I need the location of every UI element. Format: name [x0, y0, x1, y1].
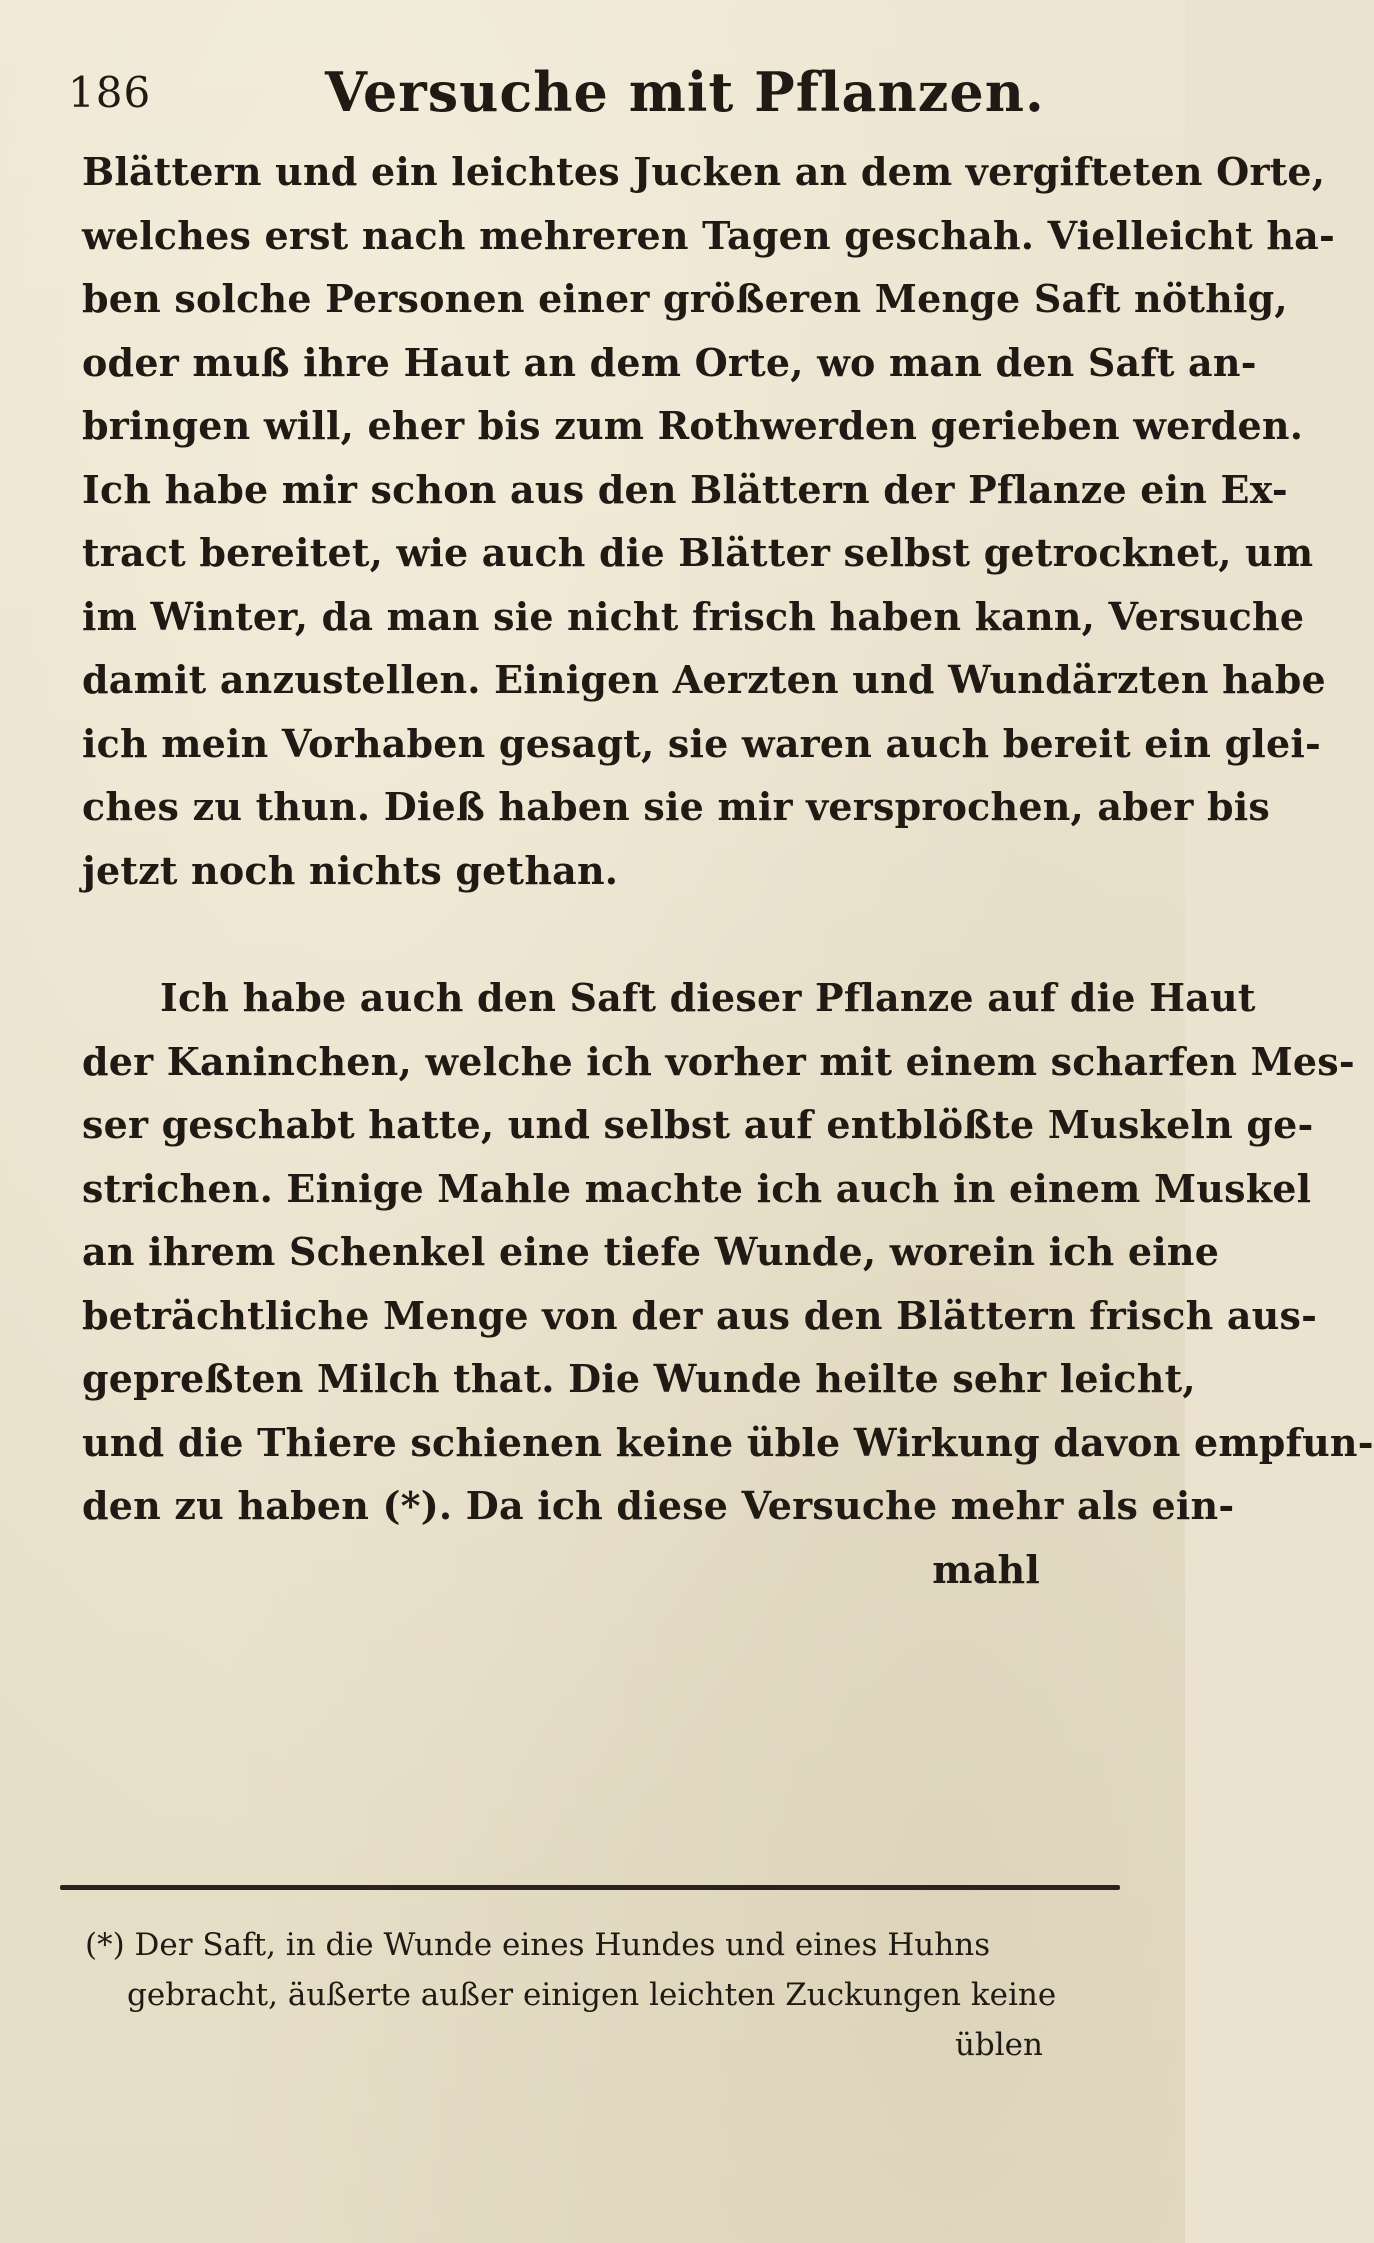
body-text [82, 140, 1374, 1601]
text-line: damit anzustellen. Einigen Aerzten und Wundärzten habe [82, 657, 1326, 702]
text-line: welches erst nach mehreren Tagen geschah. Vielleicht ha- [82, 212, 1335, 258]
paragraph-1 [82, 140, 1335, 902]
text-line: an ihrem Schenkel eine tiefe Wunde, worein ich eine [82, 1229, 1220, 1274]
text-line: Ich habe auch den Saft dieser Pflanze auf die Haut [160, 975, 1256, 1020]
text-line: jetzt noch nichts gethan. [82, 847, 619, 893]
footnote-line: gebracht, äußerte außer einigen leichten Zuckungen keine [127, 1977, 1057, 2013]
footnote-line: (*) Der Saft, in die Wunde eines Hundes und eines Huhns [85, 1927, 991, 1963]
text-line: oder muß ihre Haut an dem Orte, wo man den Saft an- [82, 339, 1257, 385]
text-line: tract bereitet, wie auch die Blätter selbst getrocknet, um [82, 530, 1314, 575]
footnote-rule [60, 1885, 1120, 1890]
text-line: gepreßten Milch that. Die Wunde heilte sehr leicht, [82, 1356, 1196, 1401]
paragraph-2 [82, 966, 1374, 1601]
text-line: Blättern und ein leichtes Jucken an dem vergifteten Orte, [82, 149, 1326, 194]
text-line: im Winter, da man sie nicht frisch haben kann, Versuche [82, 593, 1305, 639]
page-header [0, 58, 1185, 148]
text-line: ser geschabt hatte, und selbst auf entblößte Muskeln ge- [82, 1102, 1314, 1147]
catchword: mahl [932, 1546, 1040, 1592]
text-line: ches zu thun. Dieß haben sie mir versprochen, aber bis [82, 784, 1271, 829]
text-line: bringen will, eher bis zum Rothwerden gerieben werden. [82, 403, 1304, 448]
text-line: ich mein Vorhaben gesagt, sie waren auch bereit ein glei- [82, 720, 1321, 766]
text-line: Ich habe mir schon aus den Blättern der Pflanze ein Ex- [82, 466, 1288, 512]
page-number: 186 [68, 68, 152, 117]
text-line: der Kaninchen, welche ich vorher mit einem scharfen Mes- [82, 1038, 1355, 1084]
text-line: und die Thiere schienen keine üble Wirkung davon empfun- [82, 1419, 1374, 1465]
footnote [85, 1920, 1105, 2070]
text-line: strichen. Einige Mahle machte ich auch in einem Muskel [82, 1165, 1312, 1211]
text-line: den zu haben (*). Da ich diese Versuche mehr als ein- [82, 1483, 1235, 1528]
paragraph-gap [82, 902, 1132, 966]
text-line: beträchtliche Menge von der aus den Blättern frisch aus- [82, 1292, 1318, 1338]
footnote-catchword: üblen [954, 2027, 1043, 2063]
running-title: Versuche mit Pflanzen. [325, 60, 1045, 124]
text-line: ben solche Personen einer größeren Menge Saft nöthig, [82, 276, 1288, 321]
